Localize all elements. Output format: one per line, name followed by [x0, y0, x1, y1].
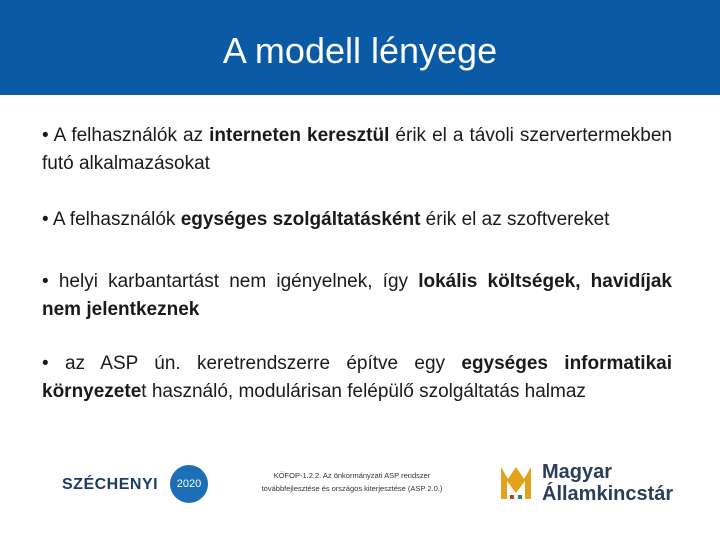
- bullet-bold: interneten keresztül: [209, 125, 390, 146]
- slide-header: [0, 0, 720, 95]
- caption-line: KÖFOP-1.2.2. Az önkormányzati ASP rendszer: [273, 471, 431, 480]
- bullet-text: • A felhasználók: [42, 209, 181, 230]
- bullet-item: [42, 350, 672, 406]
- allamkincstar-logo: [498, 461, 688, 509]
- allamkincstar-name: Államkincstár: [542, 483, 674, 505]
- szechenyi-logo: [62, 463, 212, 507]
- allamkincstar-name: Magyar: [542, 461, 613, 483]
- szechenyi-label: SZÉCHENYI: [62, 476, 159, 493]
- project-caption: [232, 469, 472, 495]
- bullet-item: [42, 206, 672, 234]
- slide-title: A modell lényege: [222, 30, 498, 71]
- bullet-item: [42, 268, 672, 324]
- bullet-bold: lokális költségek, havidíjak nem jelentkeznek: [42, 271, 672, 320]
- bullet-text: • az ASP ún. keretrendszerre építve egy: [42, 353, 462, 374]
- bullet-text: • helyi karbantartást nem igényelnek, így: [42, 271, 419, 292]
- allamkincstar-emblem-icon: [498, 463, 534, 503]
- bullet-item: [42, 122, 672, 178]
- szechenyi-year-badge: 2020: [170, 465, 208, 503]
- slide-footer: [0, 455, 720, 515]
- caption-line: továbbfejlesztése és országos kiterjesztése (ASP 2.0.): [261, 484, 443, 493]
- bullet-text: érik el a távoli szervertermekben futó alkalmazásokat: [42, 125, 672, 174]
- bullet-bold: egységes szolgáltatásként: [180, 209, 421, 230]
- bullet-bold: egységes informatikai környezete: [42, 353, 672, 402]
- bullet-text: érik el az szoftvereket: [420, 209, 610, 230]
- bullet-text: • A felhasználók az: [42, 125, 210, 146]
- bullet-text: t használó, modulárisan felépülő szolgáltatás halmaz: [141, 381, 586, 402]
